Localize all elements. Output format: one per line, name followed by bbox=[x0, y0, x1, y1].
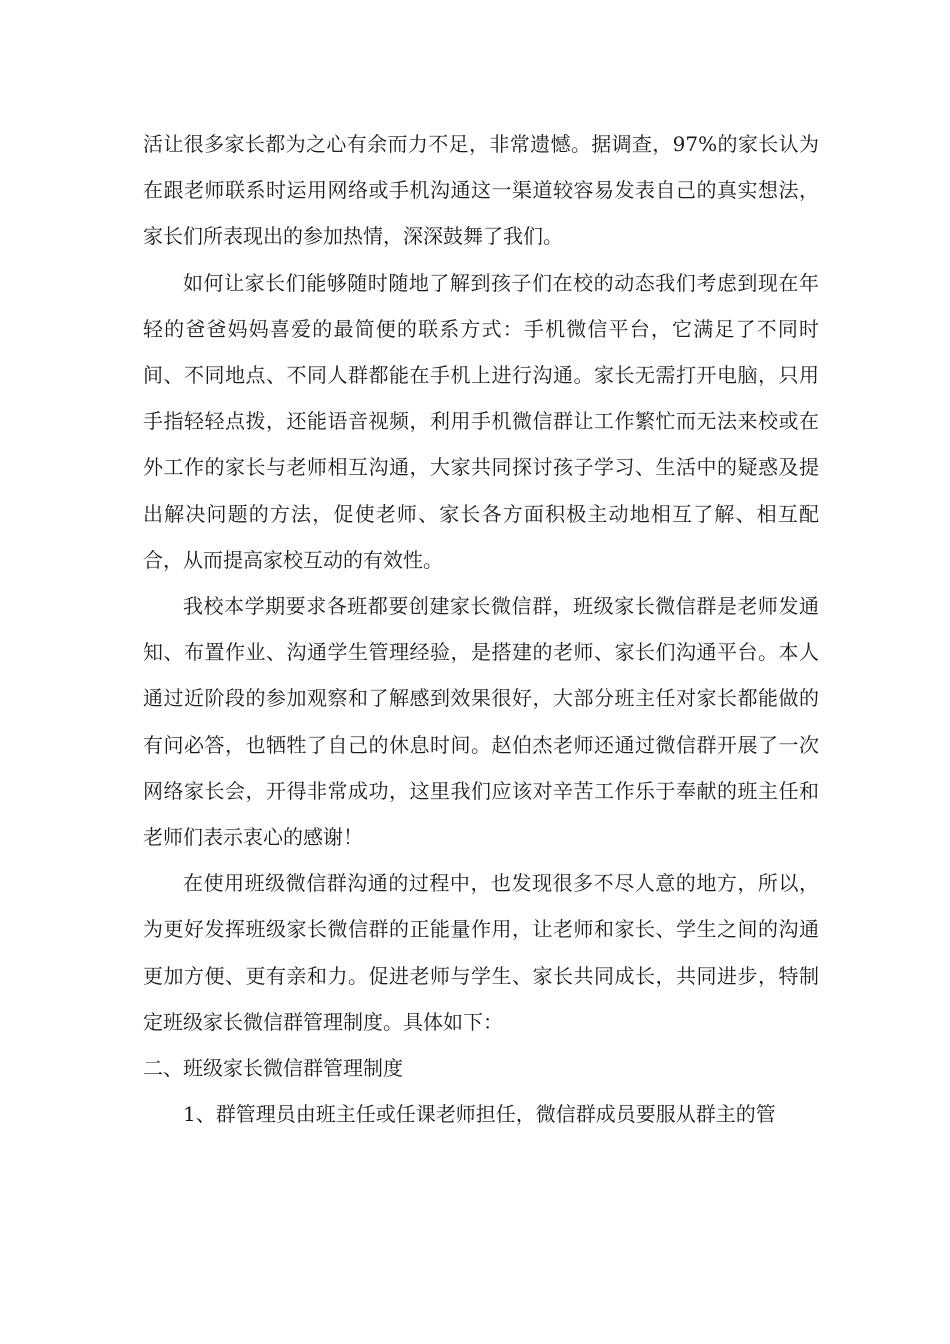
paragraph-survey-result: 活让很多家长都为之心有余而力不足，非常遗憾。据调查，97%的家长认为在跟老师联系时运用网络或手机沟通这一渠道较容易发表自己的真实想法，家长们所表现出的参加热情，深深鼓舞了我们。 bbox=[143, 132, 819, 249]
paragraph-school-requirement: 我校本学期要求各班都要创建家长微信群，班级家长微信群是老师发通知、布置作业、沟通学生管理经验，是搭建的老师、家长们沟通平台。本人通过近阶段的参加观察和了解感到效果很好，大部分班主任对家长都能做的有问必答，也牺牲了自己的休息时间。赵伯杰老师还通过微信群开展了一次网络家长会，开得非常成功，这里我们应该对辛苦工作乐于奉献的班主任和老师们表示衷心的感谢！ bbox=[143, 594, 819, 850]
section-heading-management-rules: 二、班级家长微信群管理制度 bbox=[143, 1056, 403, 1081]
document-body bbox=[143, 121, 819, 1137]
paragraph-management-purpose: 在使用班级微信群沟通的过程中，也发现很多不尽人意的地方，所以，为更好发挥班级家长微信群的正能量作用，让老师和家长、学生之间的沟通更加方便、更有亲和力。促进老师与学生、家长共同成长，共同进步，特制定班级家长微信群管理制度。具体如下： bbox=[143, 871, 819, 1034]
paragraph-wechat-platform: 如何让家长们能够随时随地了解到孩子们在校的动态我们考虑到现在年轻的爸爸妈妈喜爱的最简便的联系方式：手机微信平台，它满足了不同时间、不同地点、不同人群都能在手机上进行沟通。家长无需打开电脑，只用手指轻轻点拨，还能语音视频，利用手机微信群让工作繁忙而无法来校或在外工作的家长与老师相互沟通，大家共同探讨孩子学习、生活中的疑惑及提出解决问题的方法，促使老师、家长各方面积极主动地相互了解、相互配合，从而提高家校互动的有效性。 bbox=[143, 270, 819, 572]
paragraph-rule-1: 1、群管理员由班主任或任课老师担任，微信群成员要服从群主的管 bbox=[183, 1102, 776, 1127]
